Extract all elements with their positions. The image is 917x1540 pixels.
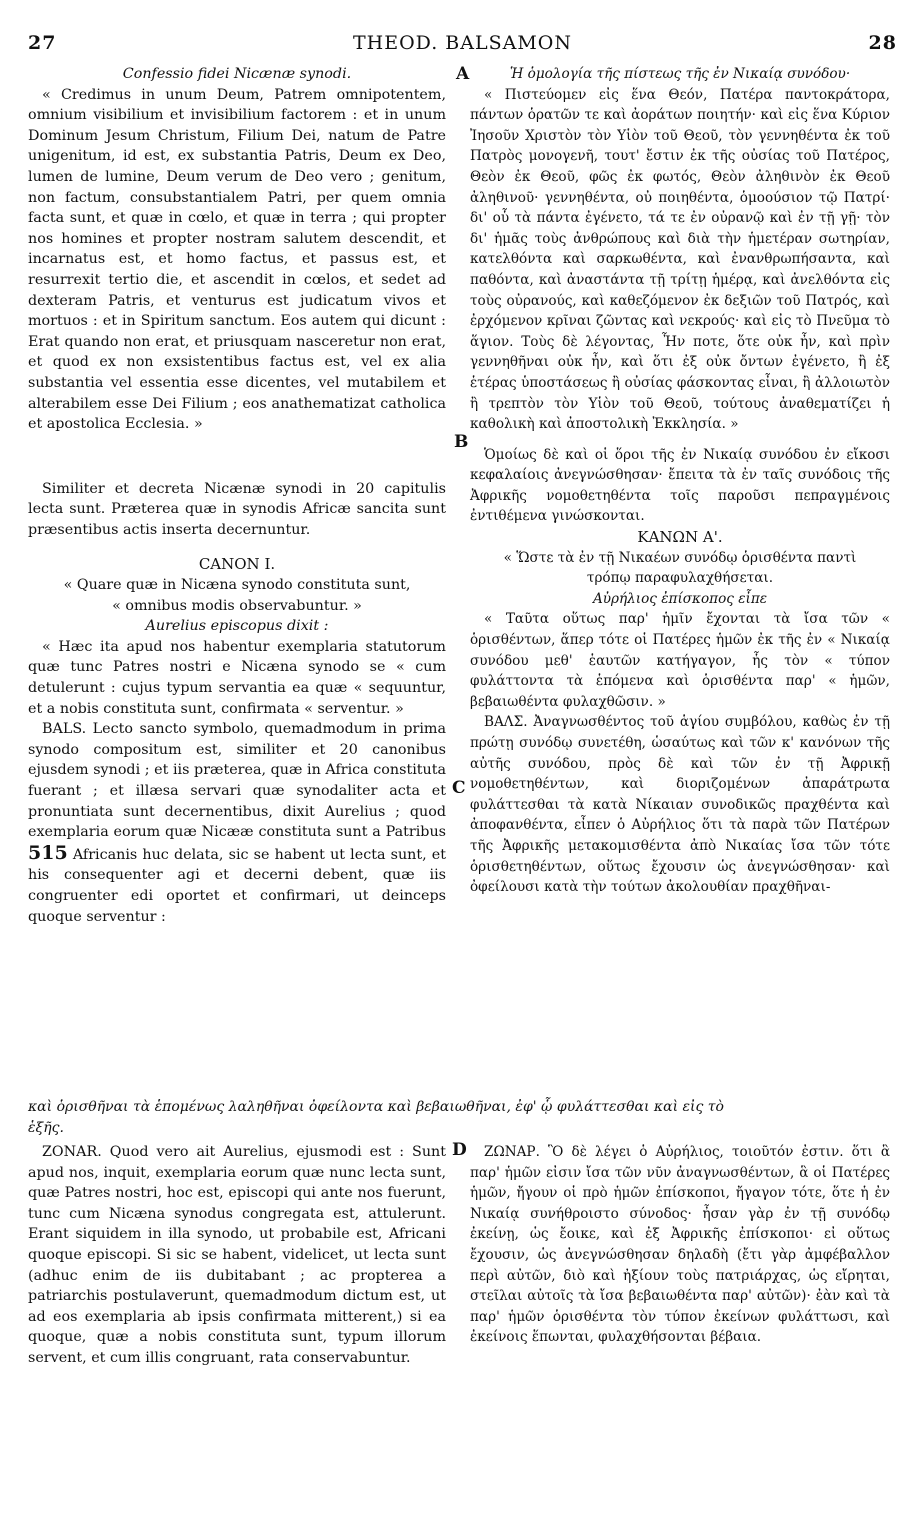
column-number-515: 515: [28, 841, 68, 864]
latin-canon-line-2: « omnibus modis observabuntur. »: [112, 597, 362, 614]
latin-heading: Confessio fidei Nicænæ synodi.: [122, 66, 352, 82]
latin-bals: [28, 719, 446, 927]
greek-bals: ΒΑΛΣ. Ἀναγνωσθέντος τοῦ ἁγίου συμβόλου, καθὼς ἐν τῇ πρώτῃ συνόδῳ συνετέθη, ὡσαύτως καὶ τῶν κ' κανόνων τῆς αὐτῆς συνόδου, πρὸς δὲ καὶ τῶν ἐν τῇ Ἀφρικῇ νομοθετηθέντων, καὶ διοριζομένων ἀπαράτρωτα φυλάττεσθαι τὰ κατὰ Νίκαιαν συνοδικῶς πραχθέντα καὶ ἀποφανθέντα, εἶπεν ὁ Αὐρήλιος ὅτι τὰ παρὰ τῶν Πατέρων τῆς Ἀφρικῆς μετακομισθέντα ἀπὸ Νικαίας ἴσα τῶν τότε ὁρισθετηθέντων, οὕτως ἔχουσιν ὡς ἀνεγνώσθησαν· καὶ ὀφείλουσι κατὰ τὴν τούτων ἀκολουθίαν πραχθῆναι-: [470, 714, 890, 896]
running-title: THEOD. BALSAMON: [352, 32, 573, 54]
latin-zonar: ZONAR. Quod vero ait Aurelius, ejusmodi est : Sunt apud nos, inquit, exemplaria eorum quæ nunc lecta sunt, quæ Patres nostri, hoc est, episcopi qui ante nos fuerunt, tunc cum Nicæna synodus congregata est, attulerunt. Erant siquidem in illa synodo, ut probabile est, Africani quoque episcopi. Si sic se habent, videlicet, ut lecta sunt (adhuc enim de iis dubitabant ; ac propterea a patriarchis postulaverunt, quemadmodum dictum est, ut ad eos exemplaria ab ipsis confirmata mitterent,) si ea quoque, quæ a nobis constituta sunt, typum illorum servent, et cum illis congruant, rata conservabuntur.: [28, 1144, 446, 1366]
greek-similiter: Ὁμοίως δὲ καὶ οἱ ὅροι τῆς ἐν Νικαίᾳ συνόδου ἐν εἴκοσι κεφαλαίοις ἀνεγνώσθησαν· ἔπειτα τὰ ἐν ταῖς συνόδοις τῆς Ἀφρικῆς νομοθετηθέντα τοῖς παροῦσι πεπραγμένοις ἐντιθέμενα γινώσκονται.: [470, 446, 890, 525]
latin-aurelius: Aurelius episcopus dixit :: [145, 618, 329, 635]
greek-heading: Ἡ ὁμολογία τῆς πίστεως τῆς ἐν Νικαίᾳ συνόδου·: [509, 66, 851, 82]
latin-column: [28, 64, 446, 927]
greek-zonar: ΖΩΝΑΡ. Ὃ δὲ λέγει ὁ Αὐρήλιος, τοιοῦτόν ἐστιν. ὅτι ἃ παρ' ἡμῶν εἰσιν ἴσα τῶν νῦν ἀναγνωσθέντων, ἃ οἱ Πατέρες ἡμῶν, ἤγουν οἱ πρὸ ἡμῶν ἐπίσκοποι, ἤγαγον τότε, ὅτε ἡ ἐν Νικαίᾳ συνήθροιστο σύνοδος· ἦσαν γὰρ ἐν τῇ συνόδῳ ἐκείνῃ, ὡς ἔοικε, καὶ ἐξ Ἀφρικῆς ἐπίσκοποι· εἰ οὕτως ἔχουσιν, ὡς ἀνεγνώσθησαν δηλαδὴ (ἔτι γὰρ ἀμφέβαλλον περὶ αὐτῶν, διὸ καὶ ἠξίουν τοὺς πατριάρχας, ὡς εἴρηται, στεῖλαι αὐτοῖς τὰ ἴσα βεβαιωθέντα παρ' αὐτῶν)· ἐὰν καὶ τὰ παρ' ἡμῶν ὁρισθέντα τὸν τύπον ἐκείνων φυλάττωσι, καὶ ἐκείνοις ἕπωνται, φυλαχθήσονται βέβαια.: [470, 1144, 890, 1346]
full-line-part-2: ἑξῆς.: [28, 1119, 64, 1136]
latin-haec: « Hæc ita apud nos habentur exemplaria statutorum quæ tunc Patres nostri e Nicæna synodo se « cum detulerunt : cujus typum servantia ea quæ « sequuntur, et a nobis constituta sunt, confirmata « serventur. »: [28, 638, 446, 717]
latin-canon-line-1: « Quare quæ in Nicæna synodo constituta sunt,: [63, 577, 411, 594]
greek-aurelius: Αὐρήλιος ἐπίσκοπος εἶπε: [592, 590, 768, 607]
page-number-left: 27: [28, 32, 57, 54]
greek-column: [470, 64, 890, 898]
latin-bals-text-a: BALS. Lecto sancto symbolo, quemadmodum in prima synodo compositum est, similiter et 20 canonibus ejusdem synodi ; et iis præterea, quæ in Africa constituta fuerant ; et illæsa servari quæ synodaliter acta et pronuntiata sunt decernentibus, dixit Aurelius ; quod exemplaria eorum quæ Nicææ constituta sunt a Patribus: [28, 721, 446, 841]
margin-letter-d: D: [452, 1140, 467, 1160]
full-width-greek-line: [28, 1097, 890, 1138]
latin-bals-text-b: Africanis huc delata, sic se habent ut lecta sunt, et his consequenter agi et decerni debent, quæ iis congruenter edi oportet et confirmari, ut deinceps quoque serventur :: [28, 846, 447, 925]
latin-column-lower: [28, 1142, 446, 1369]
page-header: [28, 32, 897, 58]
latin-creed: « Credimus in unum Deum, Patrem omnipotentem, omnium visibilium et invisibilium factorem : et in unum Dominum Jesum Christum, Filium Dei, natum de Patre unigenitum, id est, ex substantia Patris, Deum ex Deo, lumen de lumine, Deum verum de Deo vero ; genitum, non factum, consubstantialem Patri, per quem omnia facta sunt, et quæ in cœlo, et quæ in terra ; qui propter nos homines et propter nostram salutem descendit, et incarnatus est, et homo factus, et passus est, et resurrexit tertio die, et ascendit in cœlos, et sedet ad dexteram Patris, et venturus est judicatum vivos et mortuos : et in Spiritum sanctum. Eos autem qui dicunt : Erat quando non erat, et priusquam nasceretur non erat, et quod ex non exsistentibus factus est, vel ex alia substantia vel essentia esse dicentes, vel mutabilem et alterabilem esse Dei Filium ; eos anathematizat catholica et apostolica Ecclesia. »: [28, 86, 446, 433]
greek-canon-line-2: τρόπῳ παραφυλαχθήσεται.: [586, 570, 774, 587]
greek-creed: « Πιστεύομεν εἰς ἕνα Θεόν, Πατέρα παντοκράτορα, πάντων ὁρατῶν τε καὶ ἀοράτων ποιητήν· καὶ εἰς ἕνα Κύριον Ἰησοῦν Χριστὸν τὸν Υἱὸν τοῦ Θεοῦ, τὸν γεννηθέντα ἐκ τοῦ Πατρὸς μονογενῆ, τουτ' ἔστιν ἐκ τῆς οὐσίας τοῦ Πατέρος, Θεὸν ἐκ Θεοῦ, φῶς ἐκ φωτός, Θεὸν ἀληθινὸν ἐκ Θεοῦ ἀληθινοῦ· γεννηθέντα, οὐ ποιηθέντα, ὁμοούσιον τῷ Πατρί· δι' οὗ τὰ πάντα ἐγένετο, τά τε ἐν οὐρανῷ καὶ ἐν τῇ γῇ· τὸν δι' ἡμᾶς τοὺς ἀνθρώπους καὶ διὰ τὴν ἡμετέραν σωτηρίαν, κατελθόντα καὶ σαρκωθέντα, καὶ ἐνανθρωπήσαντα, καὶ παθόντα, καὶ ἀναστάντα τῇ τρίτῃ ἡμέρᾳ, καὶ ἀνελθόντα εἰς τοὺς οὐρανούς, καὶ καθεζόμενον ἐκ δεξιῶν τοῦ Πατρός, καὶ ἐρχόμενον κρῖναι ζῶντας καὶ νεκρούς· καὶ εἰς τὸ Πνεῦμα τὸ ἅγιον. Τοὺς δὲ λέγοντας, Ἦν ποτε, ὅτε οὐκ ἦν, καὶ πρὶν γεννηθῆναι οὐκ ἦν, καὶ ὅτι ἐξ οὐκ ὄντων ἐγένετο, ἢ ἐξ ἑτέρας ὑποστάσεως ἢ οὐσίας φάσκοντας εἶναι, ἢ ἀλλοιωτὸν ἢ τρεπτὸν τὸν Υἱὸν τοῦ Θεοῦ, τούτους ἀναθεματίζει ἡ καθολικὴ καὶ ἀποστολικὴ Ἐκκλησία. »: [470, 86, 890, 433]
greek-canon-title: ΚΑΝΩΝ Α'.: [637, 528, 723, 547]
greek-canon-line-1: « Ὥστε τὰ ἐν τῇ Νικαέων συνόδῳ ὁρισθέντα παντὶ: [503, 549, 857, 566]
page-number-right: 28: [868, 32, 897, 54]
full-line-part-1: καὶ ὁρισθῆναι τὰ ἑπομένως λαληθῆναι ὀφείλοντα καὶ βεβαιωθῆναι, ἐφ' ᾧ φυλάττεσθαι καὶ εἰς τὸ: [28, 1099, 724, 1115]
margin-letter-b: B: [454, 432, 469, 452]
latin-canon-title: CANON I.: [198, 555, 276, 574]
greek-haec: « Ταῦτα οὕτως παρ' ἡμῖν ἔχονται τὰ ἴσα τῶν « ὁρισθέντων, ἅπερ τότε οἱ Πατέρες ἡμῶν ἐκ τῆς ἐν « Νικαίᾳ συνόδου μεθ' ἑαυτῶν κατήγαγον, ἧς τὸν « τύπον φυλάττοντα τὰ ἑπόμενα καὶ ὁρισθέντα παρ' « ἡμῶν, βεβαιωθέντα φυλαχθῶσιν. »: [470, 611, 890, 710]
margin-letter-c: C: [452, 778, 466, 798]
latin-similiter: Similiter et decreta Nicænæ synodi in 20 capitulis lecta sunt. Præterea quæ in synodis Africæ sancita sunt præsentibus actis inserta decernuntur.: [28, 480, 446, 538]
greek-column-lower: [470, 1142, 890, 1348]
margin-letter-a: A: [456, 64, 470, 84]
